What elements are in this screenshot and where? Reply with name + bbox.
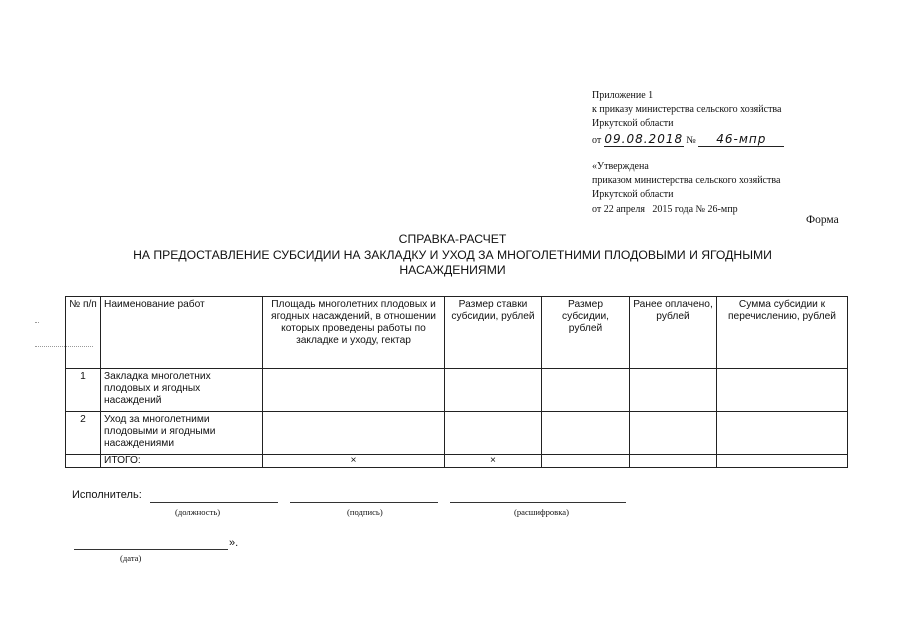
approved-block [592, 160, 780, 217]
row-work-name: Уход за многолетними плодовыми и ягодными насаждениями [101, 412, 263, 455]
header-rate: Размер ставки субсидии, рублей [445, 297, 542, 369]
row-cell-rate[interactable] [445, 369, 542, 412]
approved-line-1: «Утверждена [592, 161, 649, 172]
row-cell-sum[interactable] [717, 369, 848, 412]
table-row [66, 412, 848, 455]
executor-label: Исполнитель: [72, 489, 142, 501]
approved-line-4: от 22 апреля 2015 года № 26-мпр [592, 203, 738, 215]
total-label: ИТОГО: [101, 455, 263, 468]
header-subsidy: Размер субсидии, рублей [542, 297, 630, 369]
header-number: № п/п [66, 297, 101, 369]
row-cell-subsidy[interactable] [542, 412, 630, 455]
table-total-row [66, 455, 848, 468]
total-area-cross: × [263, 455, 445, 468]
row-cell-area[interactable] [263, 369, 445, 412]
approved-line-3: Иркутской области [592, 189, 674, 201]
form-label: Форма [806, 214, 839, 226]
row-cell-paid[interactable] [630, 369, 717, 412]
appendix-line-2: к приказу министерства сельского хозяйства [592, 104, 782, 116]
document-title: СПРАВКА-РАСЧЕТ [398, 232, 507, 246]
header-area: Площадь многолетних плодовых и ягодных насаждений, в отношении которых проведены работы по закладке и уходу, гектар [263, 297, 445, 369]
signature-caption: (подпись) [347, 507, 383, 517]
total-cell-paid[interactable] [630, 455, 717, 468]
table-row [66, 369, 848, 412]
signature-field[interactable] [290, 502, 438, 503]
date-caption: (дата) [120, 553, 142, 563]
date-field[interactable] [74, 549, 228, 550]
total-cell-subsidy[interactable] [542, 455, 630, 468]
row-number: 2 [66, 412, 101, 455]
header-work-name: Наименование работ [101, 297, 263, 369]
position-field[interactable] [150, 502, 278, 503]
total-cell-sum[interactable] [717, 455, 848, 468]
margin-mark [35, 322, 39, 323]
row-cell-subsidy[interactable] [542, 369, 630, 412]
appendix-line-3: Иркутской области [592, 118, 674, 130]
row-cell-rate[interactable] [445, 412, 542, 455]
row-cell-area[interactable] [263, 412, 445, 455]
appendix-line-1: Приложение 1 [592, 90, 654, 101]
document-subtitle-line-2: НАСАЖДЕНИЯМИ [399, 263, 506, 277]
header-paid: Ранее оплачено, рублей [630, 297, 717, 369]
appendix-block [592, 89, 784, 148]
document-subtitle-line-1: НА ПРЕДОСТАВЛЕНИЕ СУБСИДИИ НА ЗАКЛАДКУ И УХОД ЗА МНОГОЛЕТНИМИ ПЛОДОВЫМИ И ЯГОДНЫМИ [133, 248, 772, 262]
appendix-from-label: от [592, 134, 602, 146]
total-number-cell [66, 455, 101, 468]
position-caption: (должность) [175, 507, 221, 517]
row-work-name: Закладка многолетних плодовых и ягодных насаждений [101, 369, 263, 412]
appendix-number-label: № [686, 134, 696, 146]
total-rate-cross: × [445, 455, 542, 468]
handwritten-date: 09.08.2018 [604, 131, 684, 146]
name-field[interactable] [450, 502, 626, 503]
header-sum: Сумма субсидии к перечислению, рублей [717, 297, 848, 369]
subsidy-table [65, 296, 848, 468]
row-cell-sum[interactable] [717, 412, 848, 455]
table-header-row [66, 297, 848, 369]
handwritten-number: 46-мпр [698, 132, 784, 147]
name-caption: (расшифровка) [514, 507, 569, 517]
approved-line-2: приказом министерства сельского хозяйства [592, 175, 781, 187]
date-suffix: ». [229, 537, 239, 549]
row-number: 1 [66, 369, 101, 412]
row-cell-paid[interactable] [630, 412, 717, 455]
appendix-date-line [592, 132, 784, 148]
